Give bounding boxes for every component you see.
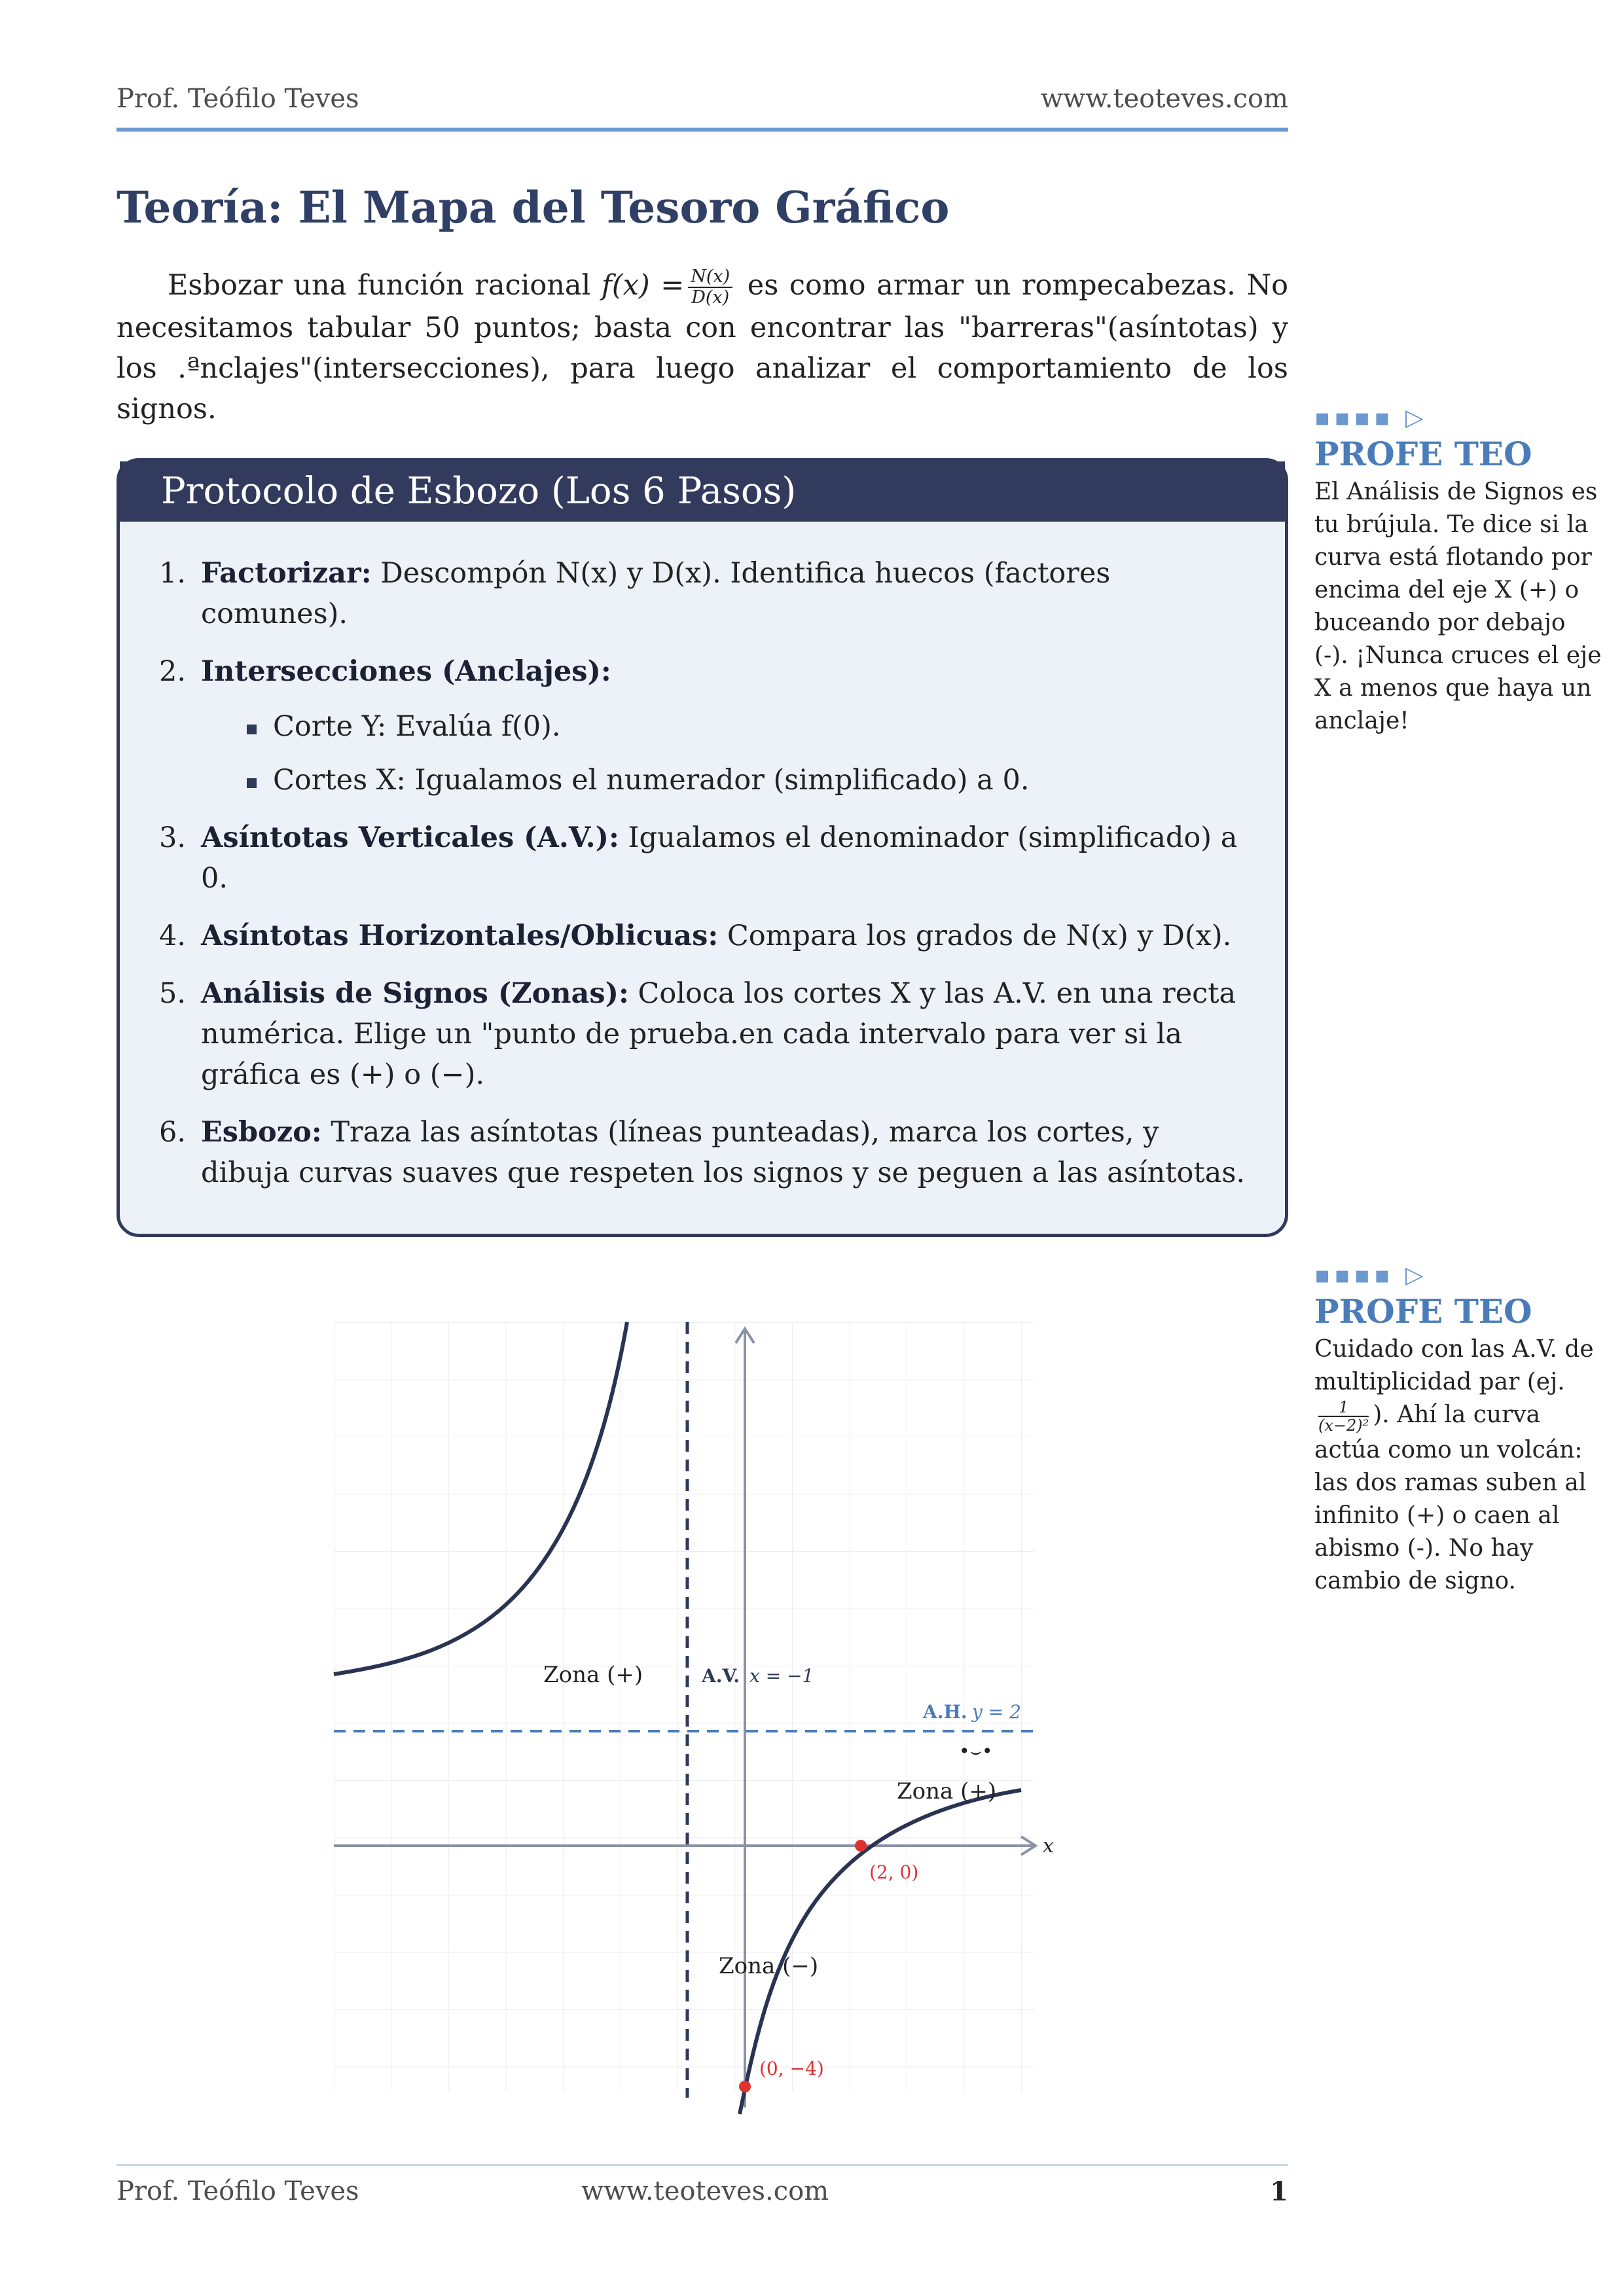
protocol-step-2 bbox=[159, 651, 1249, 800]
note-text-start: Cuidado con las A.V. de multiplicidad par (ej. bbox=[1314, 1336, 1594, 1395]
step-heading: Asíntotas Horizontales/Oblicuas: bbox=[201, 920, 719, 952]
step-heading: Esbozo: bbox=[201, 1116, 322, 1149]
header-rule bbox=[117, 128, 1288, 132]
sub-item-text: Cortes X: Igualamos el numerador (simplificado) a 0. bbox=[273, 764, 1030, 797]
protocol-step-4 bbox=[159, 916, 1249, 956]
step-number: 6. bbox=[159, 1116, 187, 1149]
header-author: Prof. Teófilo Teves bbox=[117, 84, 359, 114]
y-intercept-label: (0, −4) bbox=[759, 2058, 824, 2079]
intro-fraction bbox=[688, 267, 732, 308]
page-title: Teoría: El Mapa del Tesoro Gráfico bbox=[117, 182, 950, 233]
protocol-step-6 bbox=[159, 1112, 1249, 1193]
note-title: PROFE TEO bbox=[1314, 435, 1532, 473]
page-footer bbox=[117, 2176, 1288, 2215]
protocol-step-1 bbox=[159, 553, 1249, 634]
intro-fx: f(x) = bbox=[601, 269, 685, 302]
note-text: El Análisis de Signos es tu brújula. Te dice si la curva está flotando por encima del eje X (+) o buceando por debajo (-). ¡Nunca cruces el eje X a menos que haya un anclaje! bbox=[1314, 478, 1602, 734]
smiley-icon: •⌣• bbox=[959, 1740, 993, 1762]
note-fraction-numerator: 1 bbox=[1318, 1399, 1369, 1417]
margin-note-signos bbox=[1314, 404, 1602, 738]
sub-item-cortes-x bbox=[201, 760, 1249, 800]
step-number: 4. bbox=[159, 920, 187, 952]
x-axis-label: x bbox=[1043, 1835, 1054, 1857]
square-bullet-icon bbox=[247, 778, 257, 788]
fraction-denominator: D(x) bbox=[691, 287, 730, 308]
intro-paragraph bbox=[117, 265, 1288, 429]
header-site-link[interactable]: www.teoteves.com bbox=[1040, 84, 1288, 114]
step-number: 2. bbox=[159, 655, 187, 688]
note-text-end: ). Ahí la curva actúa como un volcán: las dos ramas suben al infinito (+) o caen al abismo (-). No hay cambio de signo. bbox=[1314, 1401, 1587, 1594]
note-fraction-denominator: (x−2)² bbox=[1318, 1416, 1369, 1435]
protocol-title: Protocolo de Esbozo (Los 6 Pasos) bbox=[120, 461, 1285, 522]
protocol-step-3 bbox=[159, 817, 1249, 899]
av-equation: x = −1 bbox=[749, 1665, 814, 1687]
margin-note-multiplicidad bbox=[1314, 1262, 1602, 1598]
dotted-arrow-icon: ▪▪▪▪ ▷ bbox=[1314, 404, 1428, 431]
step-heading: Análisis de Signos (Zonas): bbox=[201, 977, 629, 1010]
ah-equation: y = 2 bbox=[972, 1701, 1021, 1723]
square-bullet-icon bbox=[247, 725, 257, 734]
zone-left-label: Zona (+) bbox=[543, 1662, 643, 1688]
step-text: Descompón N(x) y D(x). Identifica huecos (factores comunes). bbox=[201, 557, 1111, 630]
step-text: Compara los grados de N(x) y D(x). bbox=[718, 920, 1232, 952]
step-heading: Factorizar: bbox=[201, 557, 372, 590]
sub-item-corte-y bbox=[201, 706, 1249, 747]
av-label: A.V. bbox=[702, 1665, 740, 1687]
intro-text-end: es como armar un rompecabezas. No necesitamos tabular 50 puntos; basta con encontrar las "barreras"(asíntotas) y los .ªnclajes"(intersecciones), para luego analizar el comportamiento de los signos. bbox=[117, 269, 1288, 425]
y-intercept-point bbox=[739, 2081, 751, 2092]
step-text: Igualamos el denominador (simplificado) a 0. bbox=[201, 821, 1238, 895]
x-intercept-label: (2, 0) bbox=[869, 1861, 919, 1883]
note-fraction bbox=[1318, 1399, 1369, 1434]
rational-function-graph bbox=[327, 1302, 1054, 2121]
step-text: Traza las asíntotas (líneas punteadas), marca los cortes, y dibuja curvas suaves que respeten los signos y se peguen a las asíntotas. bbox=[201, 1116, 1246, 1189]
protocol-steps bbox=[159, 553, 1249, 1210]
protocol-box bbox=[117, 458, 1288, 1237]
footer-author: Prof. Teófilo Teves bbox=[117, 2176, 359, 2206]
step-number: 1. bbox=[159, 557, 187, 590]
zone-right-label: Zona (+) bbox=[897, 1778, 997, 1804]
protocol-step-5 bbox=[159, 973, 1249, 1095]
step-number: 5. bbox=[159, 977, 187, 1010]
page-number: 1 bbox=[1270, 2176, 1288, 2207]
page-header bbox=[117, 84, 1288, 123]
note-title: PROFE TEO bbox=[1314, 1292, 1532, 1331]
note-text bbox=[1314, 1333, 1602, 1598]
step-2-sublist bbox=[201, 706, 1249, 800]
ah-label: A.H. bbox=[923, 1701, 967, 1723]
step-heading: Asíntotas Verticales (A.V.): bbox=[201, 821, 619, 854]
intro-text-start: Esbozar una función racional bbox=[168, 269, 602, 302]
fraction-numerator: N(x) bbox=[688, 267, 732, 288]
zone-negative-label: Zona (−) bbox=[719, 1953, 819, 1979]
x-intercept-point bbox=[855, 1840, 867, 1852]
sub-item-text: Corte Y: Evalúa f(0). bbox=[273, 710, 561, 743]
footer-site-link[interactable]: www.teoteves.com bbox=[581, 2176, 829, 2206]
footer-rule bbox=[117, 2164, 1288, 2166]
step-text: Coloca los cortes X y las A.V. en una recta numérica. Elige un "punto de prueba.en cada intervalo para ver si la gráfica es (+) o (−). bbox=[201, 977, 1236, 1091]
step-number: 3. bbox=[159, 821, 187, 854]
dotted-arrow-icon: ▪▪▪▪ ▷ bbox=[1314, 1262, 1428, 1289]
step-heading: Intersecciones (Anclajes): bbox=[201, 655, 611, 688]
